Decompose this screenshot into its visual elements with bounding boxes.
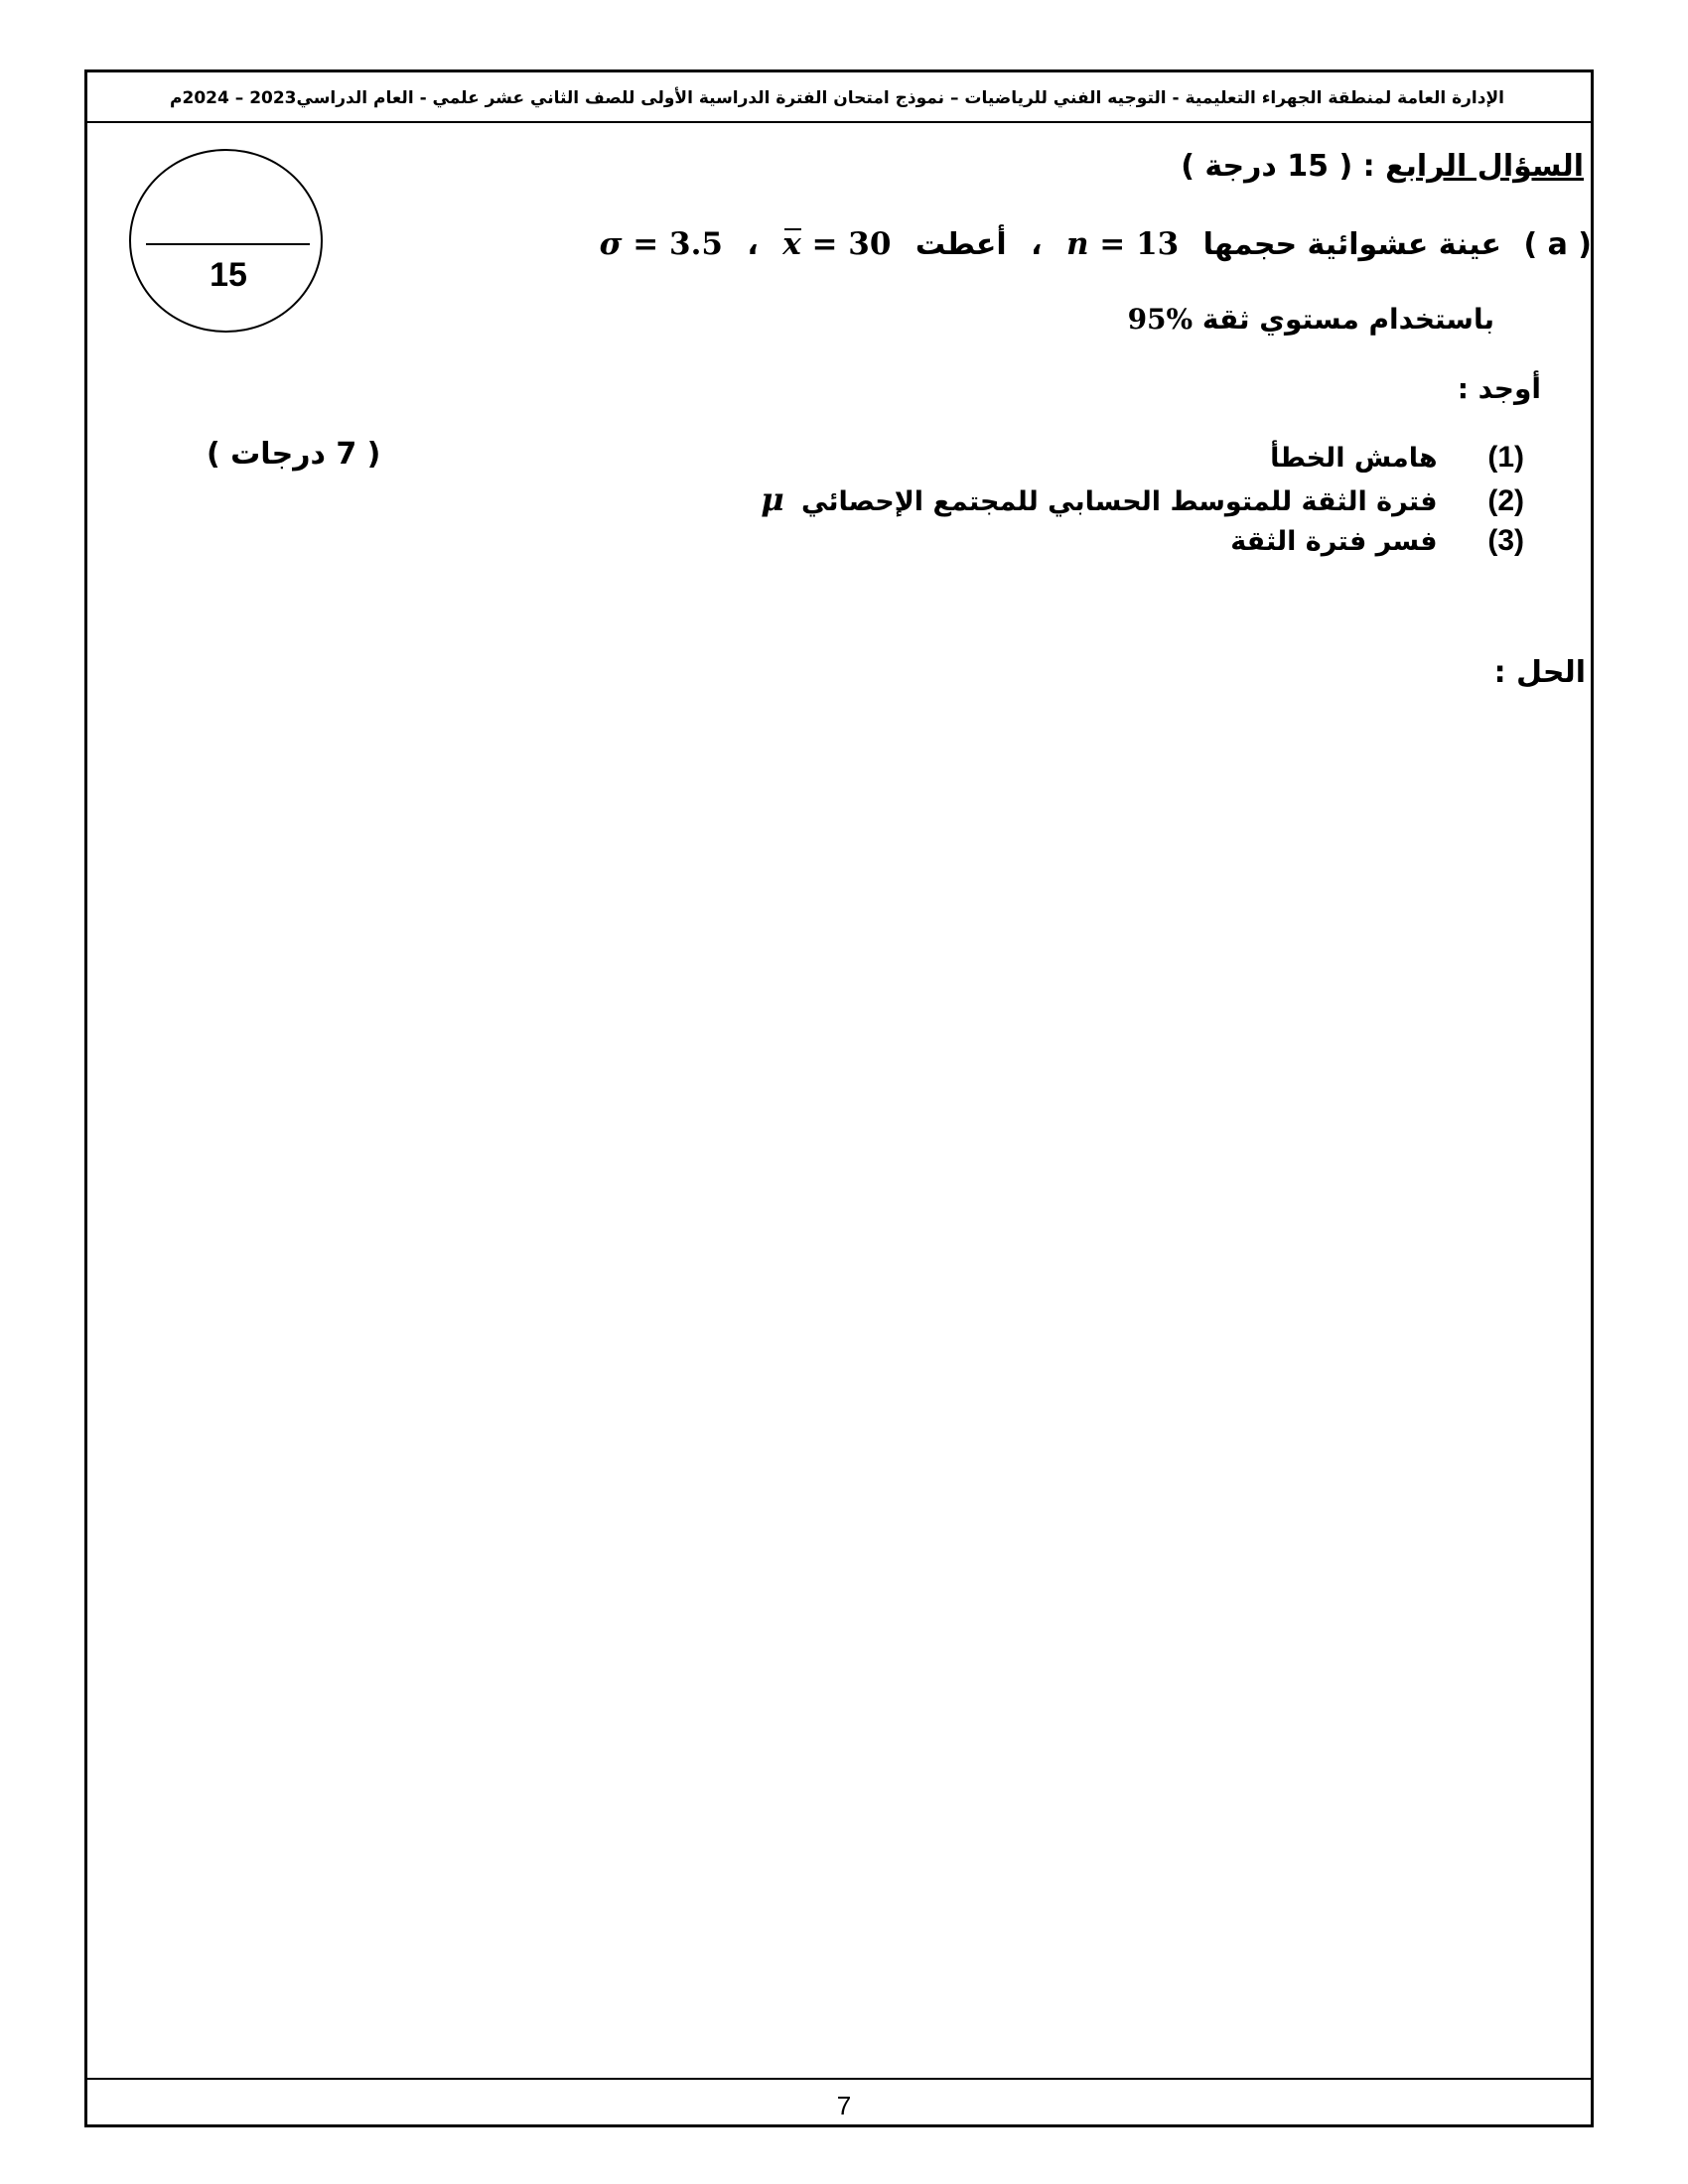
item-text: هامش الخطأ: [1270, 443, 1438, 474]
question-label: السؤال الرابع: [1385, 149, 1584, 184]
footer-divider: [87, 2078, 1591, 2080]
page-frame: [84, 69, 1594, 2127]
solution-label: الحل :: [1493, 655, 1586, 690]
grade-circle-line: [146, 243, 310, 245]
list-item: [761, 520, 1524, 562]
question-points: : ( 15 درجة ): [1181, 149, 1375, 184]
item-text: فسر فترة الثقة: [1230, 526, 1438, 557]
item-number: (2): [1487, 484, 1524, 517]
confidence-line: [1128, 303, 1494, 336]
sigma-value: 3.5: [669, 226, 723, 262]
exam-header: الإدارة العامة لمنطقة الجهراء التعليمية - التوجيه الفني للرياضيات – نموذج امتحان الفترة الدراسية الأولى للصف الثاني عشر علمي - العام الدراسي2023 – 2024م: [170, 88, 1504, 108]
list-item: [761, 478, 1524, 520]
separator-2: ،: [747, 227, 759, 262]
xbar-equation: x = 30: [782, 226, 892, 262]
given-word: أعطت: [914, 227, 1007, 262]
question-title: [1181, 149, 1584, 184]
grade-total: 15: [210, 256, 247, 294]
confidence-value: 95%: [1127, 303, 1194, 336]
part-a-marker: ( a ): [1523, 227, 1592, 262]
part-a-intro: عينة عشوائية حجمها: [1202, 227, 1501, 262]
separator-1: ،: [1031, 227, 1043, 262]
part-a-marks: ( 7 درجات ): [207, 437, 381, 472]
n-equation: n = 13: [1065, 226, 1180, 262]
header-divider: [87, 121, 1591, 123]
item-number: (1): [1487, 441, 1524, 474]
mu-symbol: μ: [761, 480, 784, 518]
item-number: (3): [1487, 524, 1524, 557]
grade-circle: [129, 149, 323, 333]
confidence-text: باستخدام مستوي ثقة: [1201, 303, 1494, 336]
n-value: 13: [1136, 226, 1180, 262]
part-a-statement: [600, 226, 1592, 262]
xbar-value: 30: [848, 226, 892, 262]
page-number: 7: [836, 2091, 852, 2120]
list-item: [761, 437, 1524, 478]
find-label: أوجد :: [1457, 372, 1541, 405]
sigma-equation: σ = 3.5: [599, 226, 723, 262]
required-items: [761, 437, 1524, 562]
item-text: فترة الثقة للمتوسط الحسابي للمجتمع الإحصائي: [801, 486, 1438, 517]
